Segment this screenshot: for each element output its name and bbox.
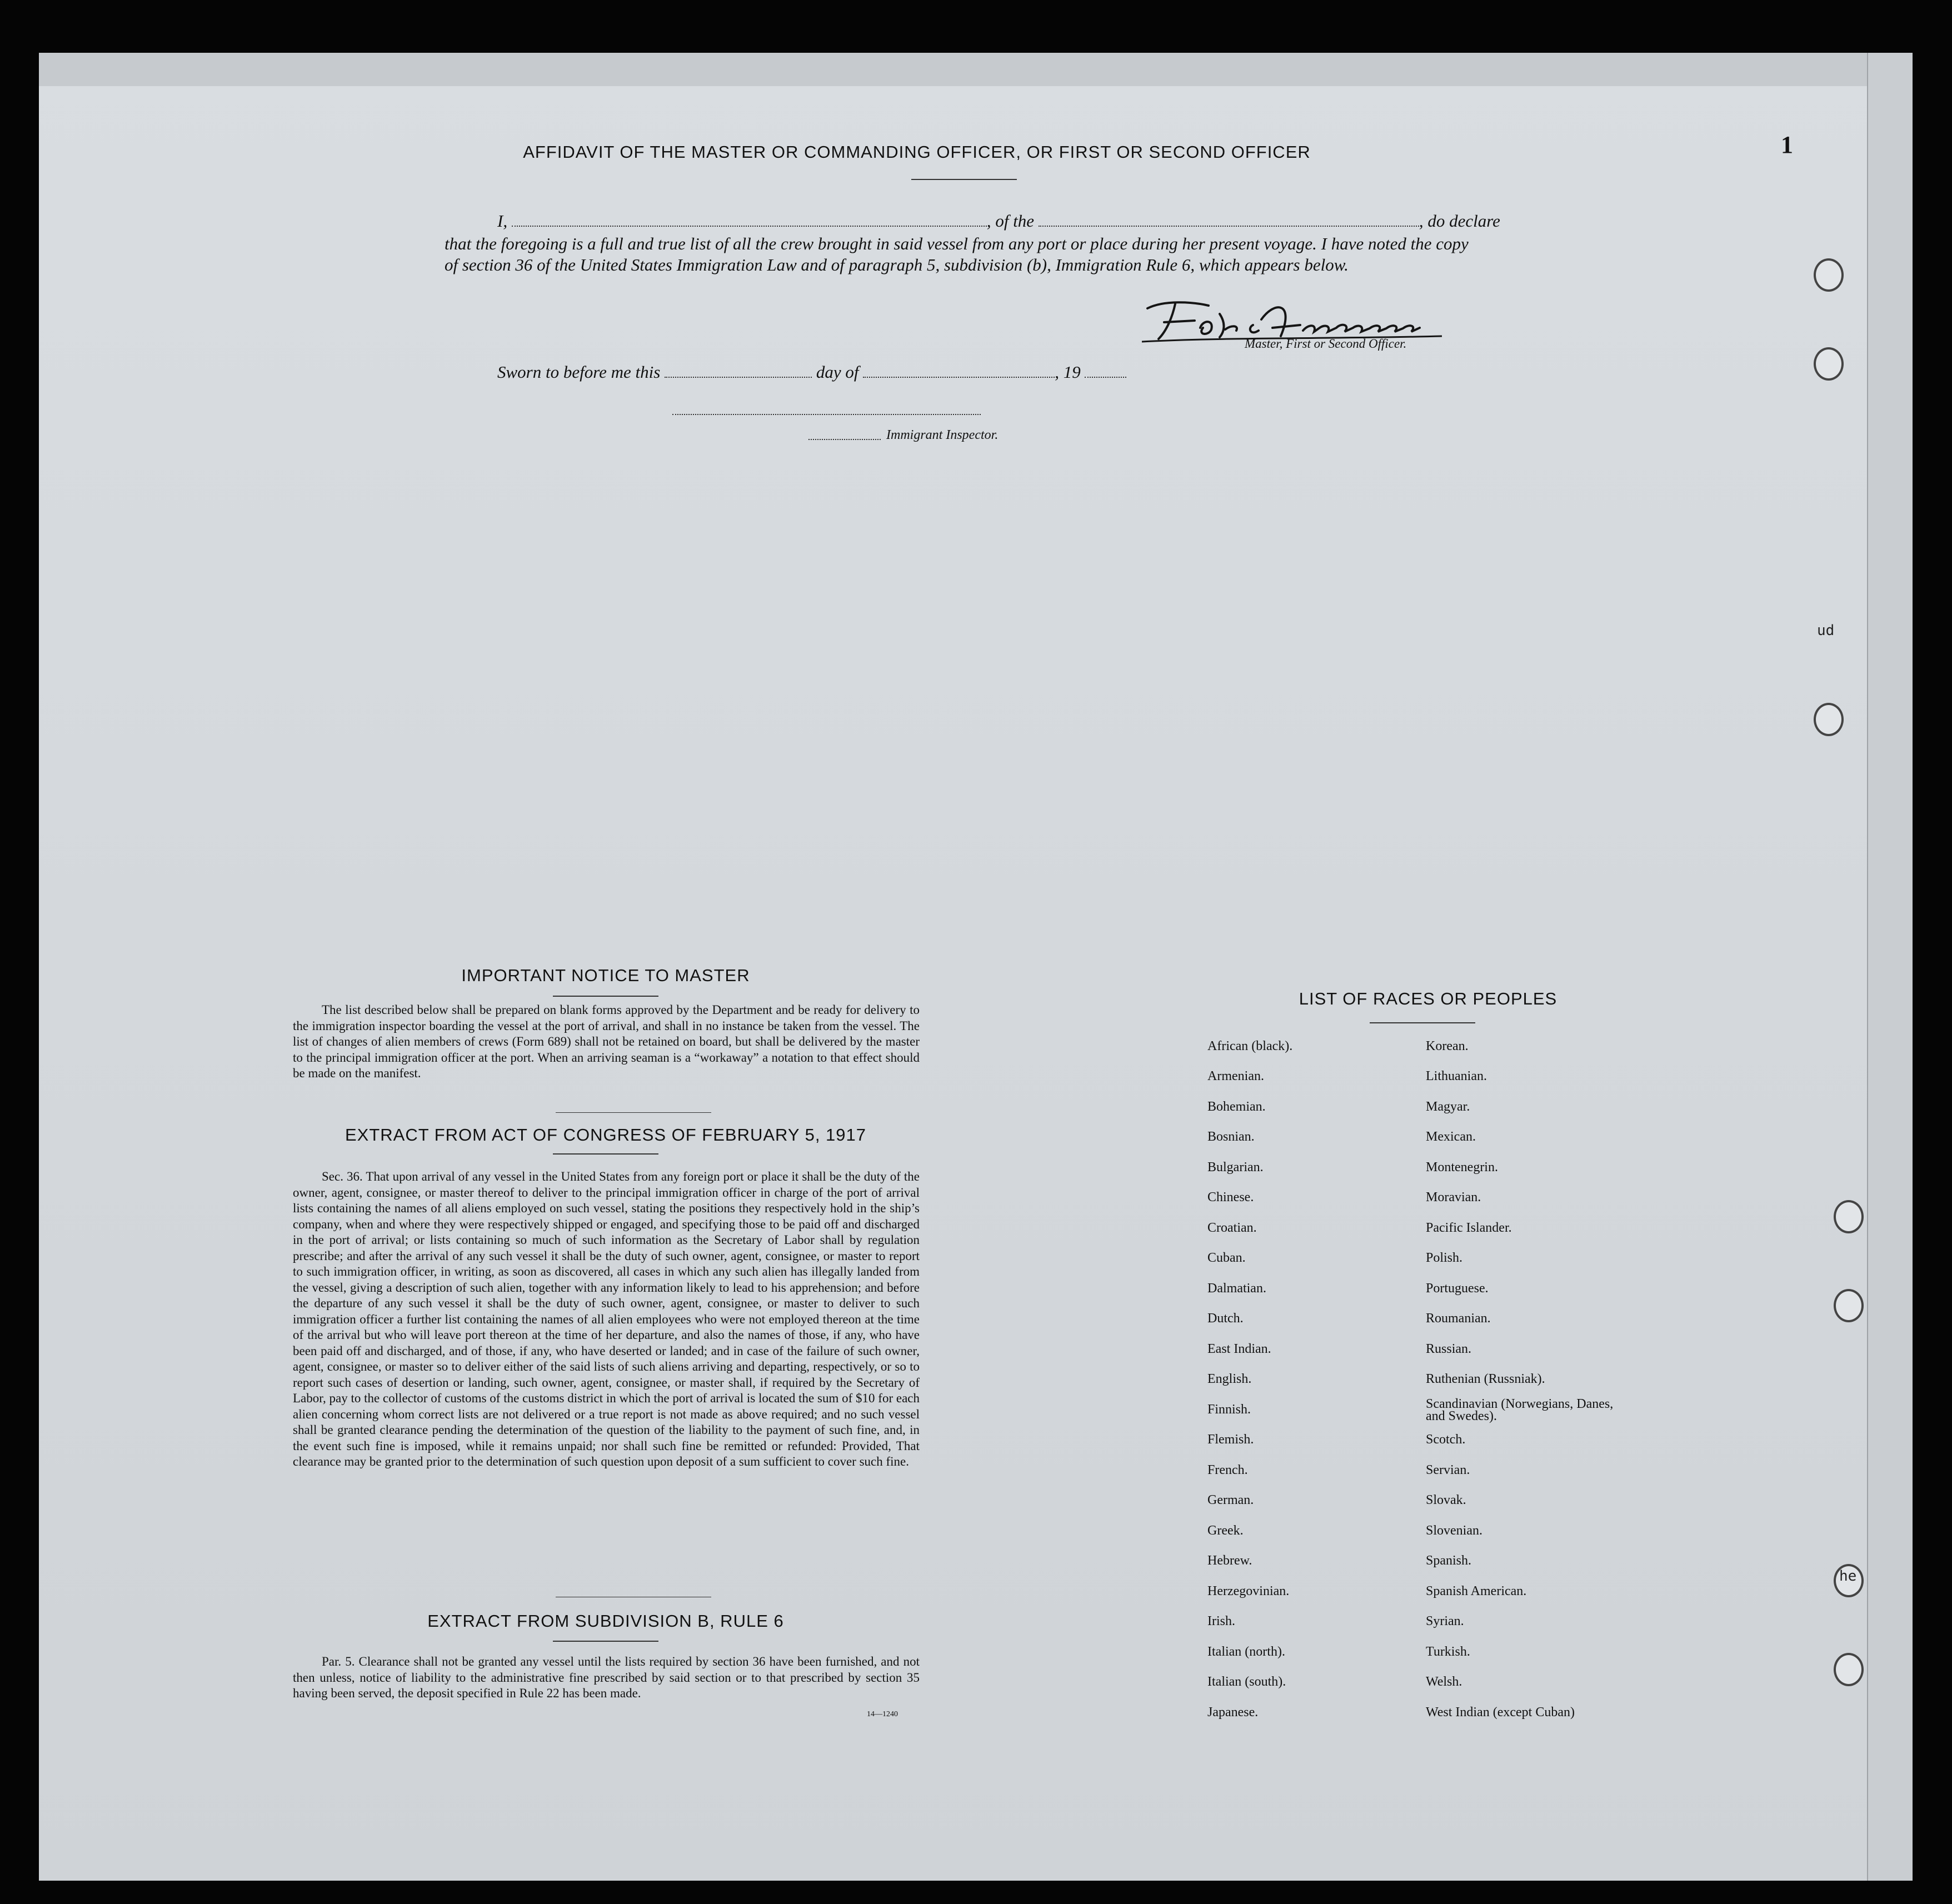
races-title: LIST OF RACES OR PEOPLES	[1299, 989, 1557, 1008]
race-item: Roumanian.	[1426, 1311, 1491, 1326]
race-item: Flemish.	[1207, 1432, 1254, 1447]
race-item: Ruthenian (Russniak).	[1426, 1372, 1545, 1386]
race-item: Dalmatian.	[1207, 1281, 1266, 1296]
race-item: Russian.	[1426, 1342, 1472, 1356]
race-item: Servian.	[1426, 1463, 1470, 1477]
race-item: Hebrew.	[1207, 1553, 1252, 1568]
race-item: Irish.	[1207, 1614, 1235, 1628]
act-extract-title-rule	[553, 1153, 658, 1155]
page-number: 1	[1781, 131, 1793, 158]
affidavit-body: that the foregoing is a full and true list of all the crew brought in said vessel from any port or place during her present voyage. I have noted the copy of section 36 of the United States Immigration Law and of paragraph 5, subdivision (b), Immigration Rule 6, which appears below.	[445, 234, 1469, 274]
race-item: Dutch.	[1207, 1311, 1244, 1326]
race-item: Italian (north).	[1207, 1645, 1285, 1659]
race-item: Pacific Islander.	[1426, 1221, 1512, 1235]
races-title-rule	[1370, 1022, 1475, 1023]
race-item: Polish.	[1426, 1251, 1463, 1265]
sworn-year-blank	[1085, 363, 1126, 378]
race-item: Magyar.	[1426, 1100, 1470, 1114]
race-item: Lithuanian.	[1426, 1069, 1487, 1083]
race-item: Welsh.	[1426, 1675, 1462, 1689]
punch-hole	[1814, 703, 1844, 736]
punch-hole	[1834, 1653, 1864, 1686]
sworn-day-blank	[665, 363, 812, 378]
master-name-blank	[512, 212, 987, 227]
race-item: Bulgarian.	[1207, 1160, 1264, 1175]
rule-extract-title: EXTRACT FROM SUBDIVISION B, RULE 6	[427, 1611, 784, 1631]
race-item: Turkish.	[1426, 1645, 1470, 1659]
race-item: Slovak.	[1426, 1493, 1466, 1507]
race-item: Bosnian.	[1207, 1130, 1255, 1144]
rule-extract-title-rule	[553, 1641, 658, 1642]
race-item: Scotch.	[1426, 1432, 1466, 1447]
sheet-top-edge	[39, 53, 1889, 86]
signature-caption: Master, First or Second Officer.	[1245, 337, 1407, 351]
punch-hole	[1814, 258, 1844, 292]
race-item: Cuban.	[1207, 1251, 1246, 1265]
margin-tab-label: he	[1839, 1568, 1857, 1585]
sworn-day-of: day of	[816, 362, 859, 382]
punch-hole	[1814, 347, 1844, 381]
race-item: German.	[1207, 1493, 1254, 1507]
sworn-line	[497, 362, 1126, 382]
race-item: Italian (south).	[1207, 1675, 1286, 1689]
declaration-do-declare: , do declare	[1419, 211, 1500, 231]
race-item: Chinese.	[1207, 1190, 1254, 1205]
affidavit-title: AFFIDAVIT OF THE MASTER OR COMMANDING OFFICER, OR FIRST OR SECOND OFFICER	[523, 142, 1311, 162]
race-item: Syrian.	[1426, 1614, 1464, 1628]
race-item: English.	[1207, 1372, 1252, 1386]
race-item: Herzegovinian.	[1207, 1584, 1290, 1598]
sworn-month-blank	[863, 363, 1055, 378]
notice-body: The list described below shall be prepared on blank forms approved by the Department and be ready for delivery to the immigration inspector boarding the vessel at the port of arrival, and shall in no instance be taken from the vessel. The list of changes of alien members of crews (Form 689) shall not be retained on board, but shall be delivered by the master to the principal immigration officer at the port. When an arriving seaman is a “workaway” a notation to that effect should be made on the manifest.	[293, 1003, 920, 1080]
inspector-port-blank	[808, 428, 881, 440]
race-item: Armenian.	[1207, 1069, 1264, 1083]
race-item: Greek.	[1207, 1523, 1244, 1538]
margin-tab-label: ud	[1817, 622, 1835, 639]
sworn-year-prefix: , 19	[1055, 362, 1081, 382]
race-item: African (black).	[1207, 1039, 1293, 1053]
race-item: Spanish.	[1426, 1553, 1472, 1568]
race-item: Moravian.	[1426, 1190, 1481, 1205]
race-item: Slovenian.	[1426, 1523, 1482, 1538]
form-number: 14—1240	[867, 1710, 898, 1718]
race-item: French.	[1207, 1463, 1248, 1477]
inspector-caption: Immigrant Inspector.	[886, 428, 999, 442]
act-extract-title: EXTRACT FROM ACT OF CONGRESS OF FEBRUARY 5, 1917	[345, 1125, 867, 1145]
affidavit-declaration-line	[497, 211, 1500, 231]
race-item: West Indian (except Cuban)	[1426, 1705, 1575, 1720]
race-item: Croatian.	[1207, 1221, 1257, 1235]
act-extract-body: Sec. 36. That upon arrival of any vessel in the United States from any foreign port or place it shall be the duty of the owner, agent, consignee, or master thereof to deliver to the principal immigration officer in charge of the port of arrival lists containing the names of all aliens employed on such vessel, stating the positions they respectively hold in the ship’s company, when and where they were respectively shipped or engaged, and specifying those to be paid off and discharged in the port of arrival; or lists containing so much of such information as the Secretary of Labor shall by regulation prescribe; and after the arrival of any such vessel it shall be the duty of such owner, agent, consignee, or master to report to such immigration officer, in writing, as soon as discovered, all cases in which any such alien has illegally landed from the vessel, giving a description of such alien, together with any information likely to lead to his apprehension; and before the departure of any such vessel it shall be the duty of such owner, agent, consignee, or master to deliver to such immigration officer a further list containing the names of all alien employees who were not employed thereon at the time of the arrival but who will leave port thereon at the time of her departure, and also the names of those, if any, who have been paid off and discharged, and of those, if any, who have deserted or landed; and in case of the failure of such owner, agent, consignee, or master so to deliver either of the said lists of such aliens arriving and departing, respectively, or so to report such cases of desertion or landing, such owner, agent, consignee, or master shall, if required by the Secretary of Labor, pay to the collector of customs of the customs district in which the port of arrival is located the sum of $10 for each alien concerning whom correct lists are not delivered or a true report is not made as above required; and no such vessel shall be granted clearance pending the determination of the question of the liability to the payment of such fine, and, in the event such fine is imposed, while it remains unpaid; nor shall such fine be remitted or refunded: Provided, That clearance may be granted prior to the determination of such question upon deposit of a sum sufficient to cover such fine.	[293, 1170, 920, 1468]
sworn-text: Sworn to before me this	[497, 362, 661, 382]
notice-end-rule	[556, 1112, 711, 1113]
inspector-signature-blank	[672, 403, 981, 415]
sheet-right-edge	[1867, 53, 1913, 1881]
race-item: Japanese.	[1207, 1705, 1259, 1720]
vessel-name-blank	[1039, 212, 1419, 227]
race-item: East Indian.	[1207, 1342, 1271, 1356]
notice-title: IMPORTANT NOTICE TO MASTER	[461, 966, 750, 985]
race-item: Bohemian.	[1207, 1100, 1266, 1114]
race-item: Portuguese.	[1426, 1281, 1489, 1296]
race-item: Scandinavian (Norwegians, Danes, and Swedes).	[1426, 1397, 1614, 1423]
declaration-of-the: , of the	[986, 211, 1035, 231]
declaration-i: I,	[497, 211, 508, 231]
punch-hole	[1834, 1289, 1864, 1322]
rule-extract-body: Par. 5. Clearance shall not be granted any vessel until the lists required by section 36 have been furnished, and not then unless, notice of liability to the administrative fine prescribed by said section or to that prescribed by section 35 having been served, the deposit specified in Rule 22 has been made.	[293, 1655, 920, 1700]
race-item: Spanish American.	[1426, 1584, 1527, 1598]
race-item: Finnish.	[1207, 1402, 1251, 1417]
affidavit-title-rule	[911, 179, 1017, 180]
race-item: Mexican.	[1426, 1130, 1476, 1144]
race-item: Montenegrin.	[1426, 1160, 1498, 1175]
notice-title-rule	[553, 996, 658, 997]
race-item: Korean.	[1426, 1039, 1469, 1053]
punch-hole	[1834, 1200, 1864, 1233]
